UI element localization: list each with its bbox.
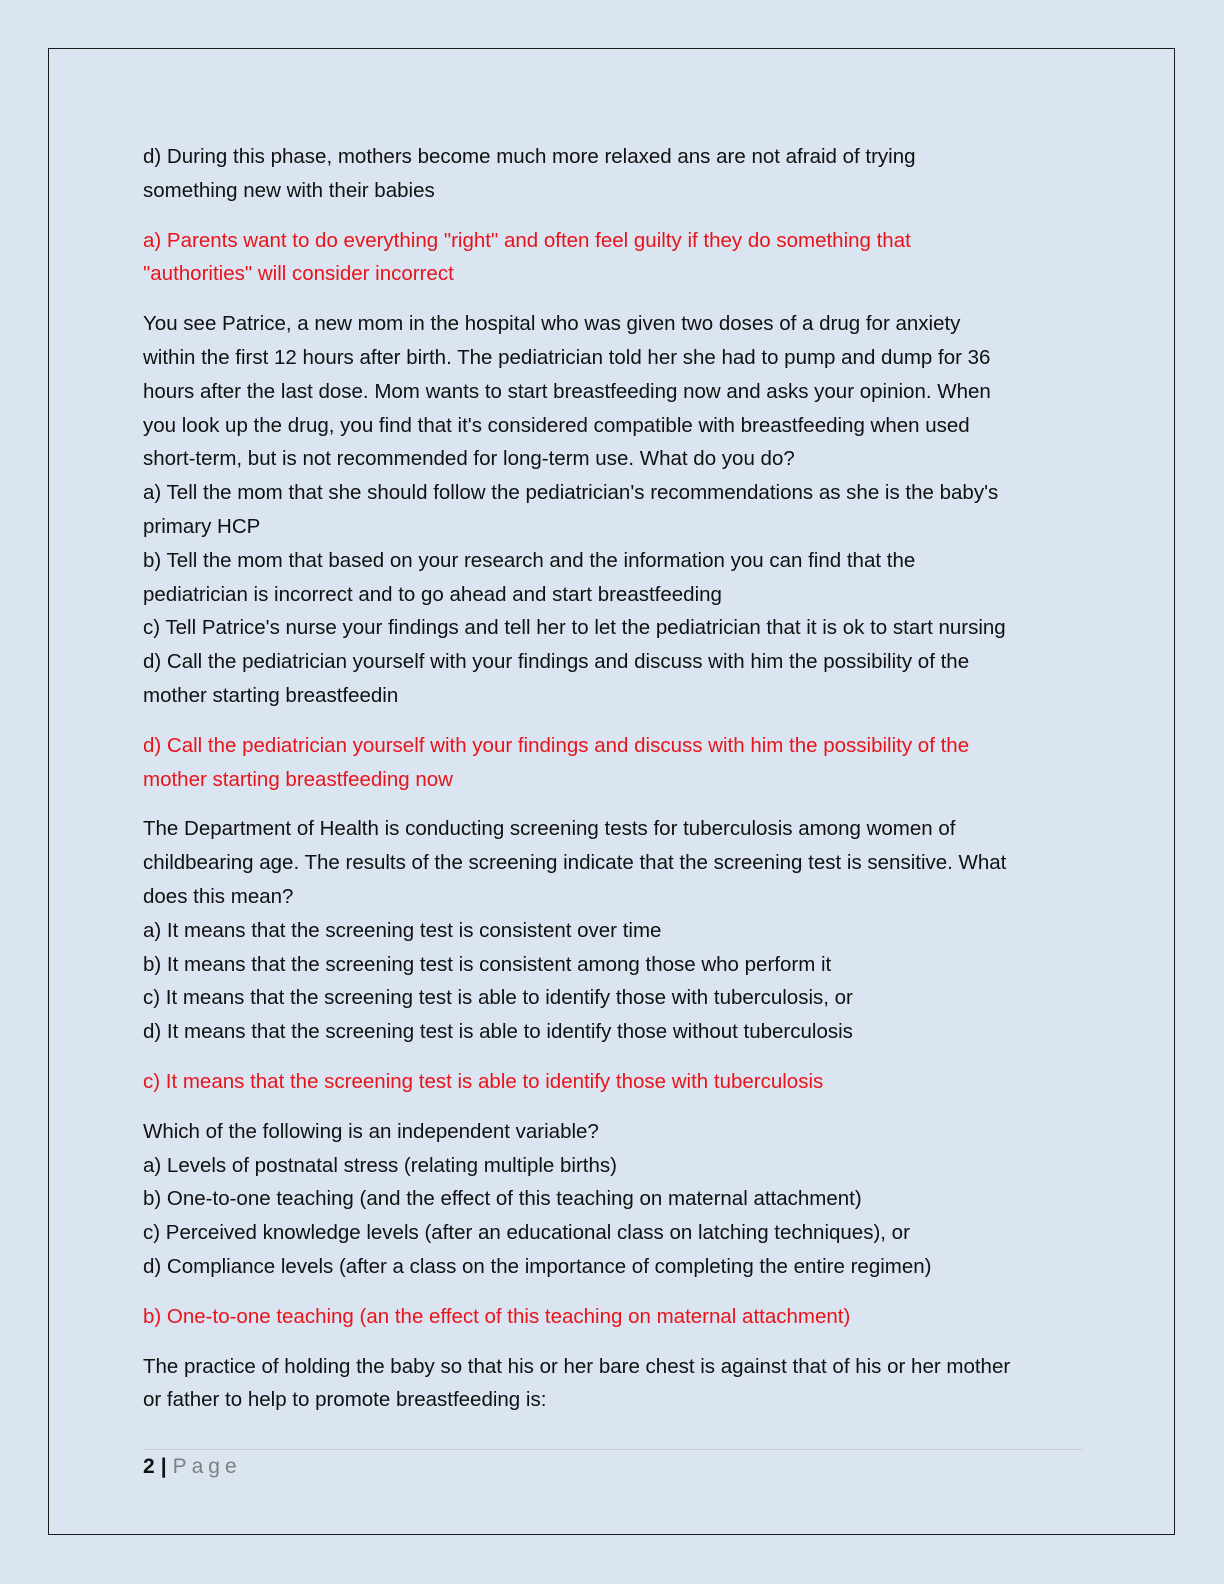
answer-paragraph	[143, 224, 1083, 292]
footer-separator: |	[160, 1455, 167, 1478]
text-line: pediatrician is incorrect and to go ahead and start breastfeeding	[143, 582, 722, 606]
text-line: The practice of holding the baby so that his or her bare chest is against that of his or her mother	[143, 1354, 1011, 1378]
text-line: hours after the last dose. Mom wants to start breastfeeding now and asks your opinion. When	[143, 379, 991, 403]
text-line: mother starting breastfeedin	[143, 683, 399, 707]
answer-line: c) It means that the screening test is able to identify those with tuberculosis	[143, 1069, 824, 1093]
answer-line: mother starting breastfeeding now	[143, 767, 453, 791]
text-line: a) Tell the mom that she should follow the pediatrician's recommendations as she is the baby's	[143, 481, 999, 505]
question-paragraph	[143, 1350, 1083, 1418]
answer-line: d) Call the pediatrician yourself with your findings and discuss with him the possibility of the	[143, 733, 970, 757]
text-line: c) Tell Patrice's nurse your findings and tell her to let the pediatrician that it is ok to start nursing	[143, 616, 1006, 640]
footer-divider	[143, 1449, 1083, 1450]
answer-paragraph	[143, 729, 1083, 797]
text-line: you look up the drug, you find that it's considered compatible with breastfeeding when used	[143, 413, 970, 437]
question-paragraph	[143, 812, 1083, 1049]
text-line: d) It means that the screening test is able to identify those without tuberculosis	[143, 1020, 853, 1044]
answer-paragraph	[143, 1300, 1083, 1334]
page-footer	[143, 1453, 242, 1481]
text-line: d) Call the pediatrician yourself with your findings and discuss with him the possibility of the	[143, 650, 970, 674]
text-line: You see Patrice, a new mom in the hospital who was given two doses of a drug for anxiety	[143, 312, 961, 336]
text-line: b) One-to-one teaching (and the effect of this teaching on maternal attachment)	[143, 1187, 862, 1211]
text-line: Which of the following is an independent variable?	[143, 1119, 599, 1143]
text-line: c) Perceived knowledge levels (after an educational class on latching techniques), or	[143, 1221, 910, 1245]
question-paragraph	[143, 140, 1083, 208]
answer-line: a) Parents want to do everything "right" and often feel guilty if they do something that	[143, 228, 911, 252]
text-line: d) Compliance levels (after a class on the importance of completing the entire regimen)	[143, 1254, 932, 1278]
text-line: The Department of Health is conducting screening tests for tuberculosis among women of	[143, 817, 956, 841]
text-line: or father to help to promote breastfeeding is:	[143, 1388, 547, 1412]
text-line: c) It means that the screening test is able to identify those with tuberculosis, or	[143, 986, 853, 1010]
text-line: b) It means that the screening test is consistent among those who perform it	[143, 952, 832, 976]
text-line: d) During this phase, mothers become much more relaxed ans are not afraid of trying	[143, 145, 916, 168]
text-line: a) It means that the screening test is consistent over time	[143, 918, 662, 942]
document-body	[143, 140, 1083, 1433]
page-label: Page	[172, 1455, 242, 1478]
text-line: within the first 12 hours after birth. The pediatrician told her she had to pump and dump for 36	[143, 345, 991, 369]
text-line: childbearing age. The results of the screening indicate that the screening test is sensitive. What	[143, 851, 1007, 875]
text-line: primary HCP	[143, 514, 261, 538]
text-line: something new with their babies	[143, 178, 435, 202]
answer-paragraph	[143, 1065, 1083, 1099]
text-line: a) Levels of postnatal stress (relating multiple births)	[143, 1153, 617, 1177]
text-line: short-term, but is not recommended for long-term use. What do you do?	[143, 447, 795, 471]
answer-line: b) One-to-one teaching (an the effect of this teaching on maternal attachment)	[143, 1304, 851, 1328]
text-line: b) Tell the mom that based on your research and the information you can find that the	[143, 548, 916, 572]
text-line: does this mean?	[143, 884, 294, 908]
page-number: 2	[143, 1455, 155, 1478]
question-paragraph	[143, 1115, 1083, 1284]
question-paragraph	[143, 307, 1083, 713]
answer-line: "authorities" will consider incorrect	[143, 262, 454, 286]
